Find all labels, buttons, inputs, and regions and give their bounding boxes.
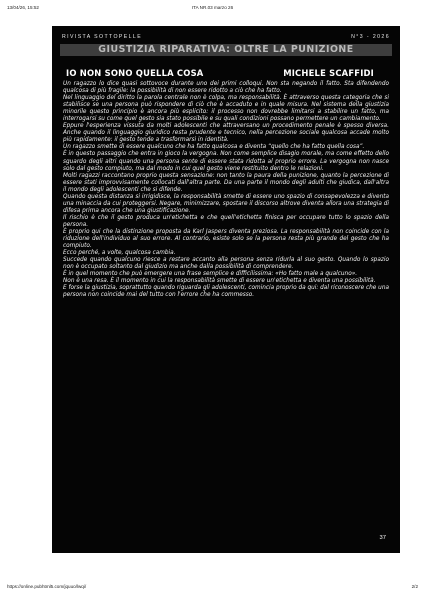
article-body [63, 81, 389, 299]
article-headline: IO NON SONO QUELLA COSA [66, 68, 204, 78]
article-author: MICHELE SCAFFIDI [283, 68, 374, 78]
paragraph: Quando questa distanza si irrigidisce, la responsabilità smette di essere uno spazio di consapevolezza e diventa una minaccia da cui proteggersi. Negare, minimizzare, spostare il discorso altrove diventa allora una strategia di difesa prima ancora che una giustificazione. [63, 193, 389, 214]
print-tab-title: ITA NR.03 marzo 26 [191, 5, 234, 10]
paragraph: Succede quando qualcuno riesce a restare accanto alla persona senza ridurla al suo gesto. Quando lo spazio non è occupato soltanto dal giudizio ma anche dalla possibilità di comprendere. [63, 257, 389, 271]
paragraph: Il rischio è che il gesto produca un'etichetta e che quell'etichetta finisca per occupare tutto lo spazio della persona. [63, 214, 389, 228]
paragraph: Non è una resa. È il momento in cui la responsabilità smette di essere un'etichetta e diventa una possibilità. [63, 278, 376, 285]
paragraph: Ecco perché, a volte, qualcosa cambia. [63, 250, 176, 257]
issue-number: N°3 - 2026 [351, 34, 390, 40]
print-footer [7, 584, 418, 594]
article-byline [66, 68, 390, 78]
magazine-name: RIVISTA SOTTOPELLE [62, 34, 143, 40]
paragraph: È in quel momento che può emergere una frase semplice e difficilissima: «Ho fatto male a qualcuno». [63, 271, 358, 278]
paragraph: Un ragazzo lo dice quasi sottovoce durante uno dei primi colloqui. Non sta negando il fatto. Sta difendendo qualcosa di più fragile: la possibilità di non essere ridotto a ciò che ha fatto. [63, 81, 389, 95]
print-datetime: 13/04/26, 15:52 [7, 5, 39, 10]
paragraph: È in questo passaggio che entra in gioco la vergogna. Non come semplice disagio morale, ma come effetto dello sguardo degli altri quando una persona sente di essere stata ridotta al proprio errore. La vergogna non nasce solo dal gesto compiuto, ma dal modo in cui quel gesto viene restituito dentro le relazioni. [63, 151, 389, 172]
magazine-header [62, 34, 390, 42]
paragraph: È proprio qui che la distinzione proposta da Karl Jaspers diventa preziosa. La responsabilità non coincide con la riduzione dell'individuo al suo errore. Al contrario, esiste solo se la persona resta più grande del gesto che ha compiuto. [63, 228, 389, 250]
print-url: https://online.pubhtml5.com/jquuo/lwqi/ [7, 584, 87, 589]
magazine-page [52, 26, 400, 553]
paragraph: Molti ragazzi raccontano proprio questa sensazione: non tanto la paura della punizione, quanto la percezione di essere stati improvvisamente collocati dall'altra parte. Da una parte il mondo degli adulti che giudica, dall'altra il mondo degli adolescenti che si difende. [63, 172, 389, 193]
paragraph: Un ragazzo smette di essere qualcuno che ha fatto qualcosa e diventa “quello che ha fatto quella cosa”. [63, 144, 365, 151]
print-header [7, 5, 418, 15]
paragraph: Nel linguaggio del diritto la parola centrale non è colpa, ma responsabilità. È attraverso questa categoria che si stabilisce se una persona può rispondere di ciò che è accaduto e in quale misura. Nel sistema della giustizia minorile questo principio è ancora più esplicito: il processo non dovrebbe limitarsi a stabilire un fatto, ma interrogarsi su come quel gesto sia stato possibile e su quali condizioni possano permettere un cambiamento. [63, 95, 389, 123]
page-number: 37 [379, 535, 386, 541]
section-title: GIUSTIZIA RIPARATIVA: OLTRE LA PUNIZIONE [60, 44, 392, 56]
paragraph: E forse la giustizia, soprattutto quando riguarda gli adolescenti, comincia proprio da qui: dal riconoscere che una persona non coincide mai del tutto con l'errore che ha commesso. [63, 285, 389, 299]
print-page-count: 2/2 [411, 584, 418, 589]
paragraph: Eppure l'esperienza vissuta da molti adolescenti che attraversano un procedimento penale è spesso diversa. Anche quando il linguaggio giuridico resta prudente e tecnico, nella percezione sociale qualcosa accade molto più rapidamente: il gesto tende a trasformarsi in identità. [63, 123, 389, 144]
